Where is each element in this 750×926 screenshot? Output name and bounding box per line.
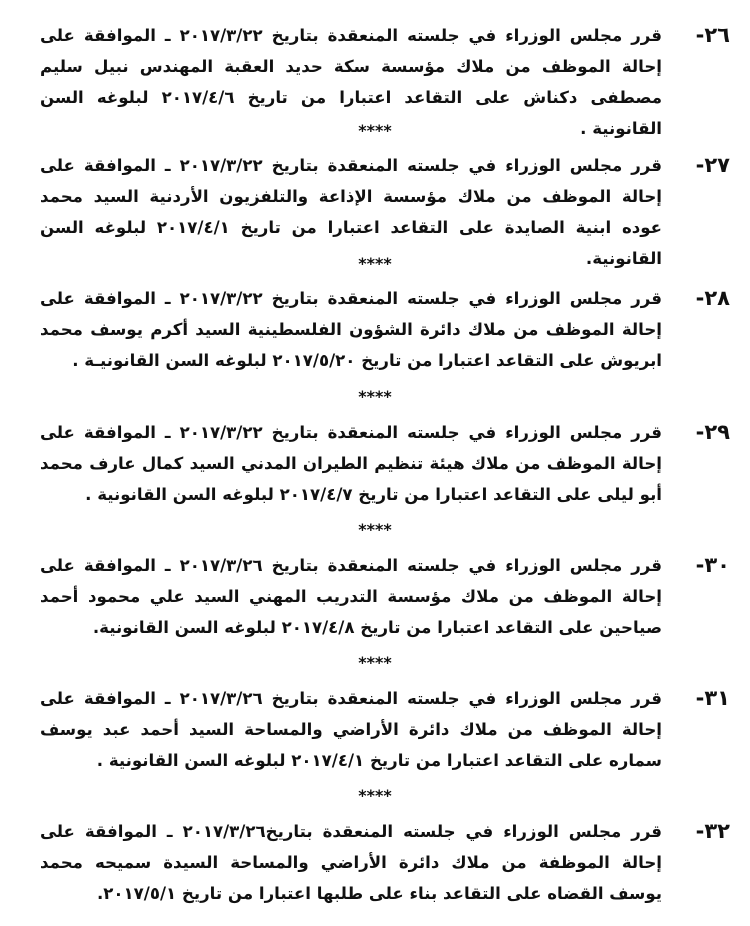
separator: **** — [358, 121, 392, 140]
separator: **** — [358, 387, 392, 406]
item-number: ٢٩- — [695, 420, 730, 444]
separator: **** — [358, 653, 392, 672]
decision-item-32 — [40, 816, 730, 912]
item-number: ٢٨- — [695, 286, 730, 310]
separator: **** — [358, 786, 392, 805]
item-number: ٢٦- — [695, 23, 730, 47]
decision-item-29 — [40, 417, 730, 513]
separator: **** — [358, 254, 392, 273]
decision-item-26 — [40, 20, 730, 138]
item-text: قرر مجلس الوزراء في جلسته المنعقدة بتاريخ ٢٠١٧/٣/٢٢ ـ الموافقة على إحالة الموظف من ملاك هيئة تنظيم الطيران المدني السيد كمال عارف محمد أبو ليلى على التقاعد اعتبارا من تاريخ ٢٠١٧/٤/٧ لبلوغه السن القانونية . — [40, 423, 662, 504]
separator: **** — [358, 520, 392, 539]
decision-item-28 — [40, 283, 730, 379]
item-text: قرر مجلس الوزراء في جلسته المنعقدة بتاريخ ٢٠١٧/٣/٢٢ ـ الموافقة على إحالة الموظف من ملاك دائرة الشؤون الفلسطينية السيد أكرم يوسف محمد ابريوش على التقاعد اعتبارا من تاريخ ٢٠١٧/٥/٢٠ لبلوغه السن القانونيـة . — [40, 289, 662, 370]
item-text: قرر مجلس الوزراء في جلسته المنعقدة بتاريخ ٢٠١٧/٣/٢٦ ـ الموافقة على إحالة الموظف من ملاك دائرة الأراضي والمساحة السيد أحمد عبد يوسف سماره على التقاعد اعتبارا من تاريخ ٢٠١٧/٤/١ لبلوغه السن القانونية . — [40, 689, 662, 770]
decision-item-27 — [40, 150, 730, 268]
decision-item-31 — [40, 683, 730, 779]
item-text: قرر مجلس الوزراء في جلسته المنعقدة بتاريخ ٢٠١٧/٣/٢٦ ـ الموافقة على إحالة الموظف من ملاك مؤسسة التدريب المهني السيد علي محمود أحمد صياحين على التقاعد اعتبارا من تاريخ ٢٠١٧/٤/٨ لبلوغه السن القانونية. — [40, 556, 662, 637]
item-number: ٣٠- — [695, 553, 730, 577]
decision-item-30 — [40, 550, 730, 646]
item-number: ٢٧- — [695, 153, 730, 177]
item-text: قرر مجلس الوزراء في جلسته المنعقدة بتاريخ٢٠١٧/٣/٢٦ ـ الموافقة على إحالة الموظفة من ملاك دائرة الأراضي والمساحة السيدة سميحه محمد يوسف القضاه على التقاعد بناء على طلبها اعتبارا من تاريخ ٢٠١٧/٥/١. — [40, 822, 663, 903]
item-text: قرر مجلس الوزراء في جلسته المنعقدة بتاريخ ٢٠١٧/٣/٢٢ ـ الموافقة على إحالة الموظف من ملاك مؤسسة الإذاعة والتلفزيون الأردنية السيد محمد عوده ابنية الصايدة على التقاعد اعتبارا من تاريخ ٢٠١٧/٤/١ لبلوغه السن القانونية. — [40, 156, 663, 268]
item-number: ٣١- — [695, 686, 730, 710]
item-number: ٣٢- — [695, 819, 730, 843]
item-text: قرر مجلس الوزراء في جلسته المنعقدة بتاريخ ٢٠١٧/٣/٢٢ ـ الموافقة على إحالة الموظف من ملاك مؤسسة سكة حديد العقبة المهندس نبيل سليم مصطفى دكناش على التقاعد اعتبارا من تاريخ ٢٠١٧/٤/٦ لبلوغه السن القانونية . — [40, 26, 662, 138]
